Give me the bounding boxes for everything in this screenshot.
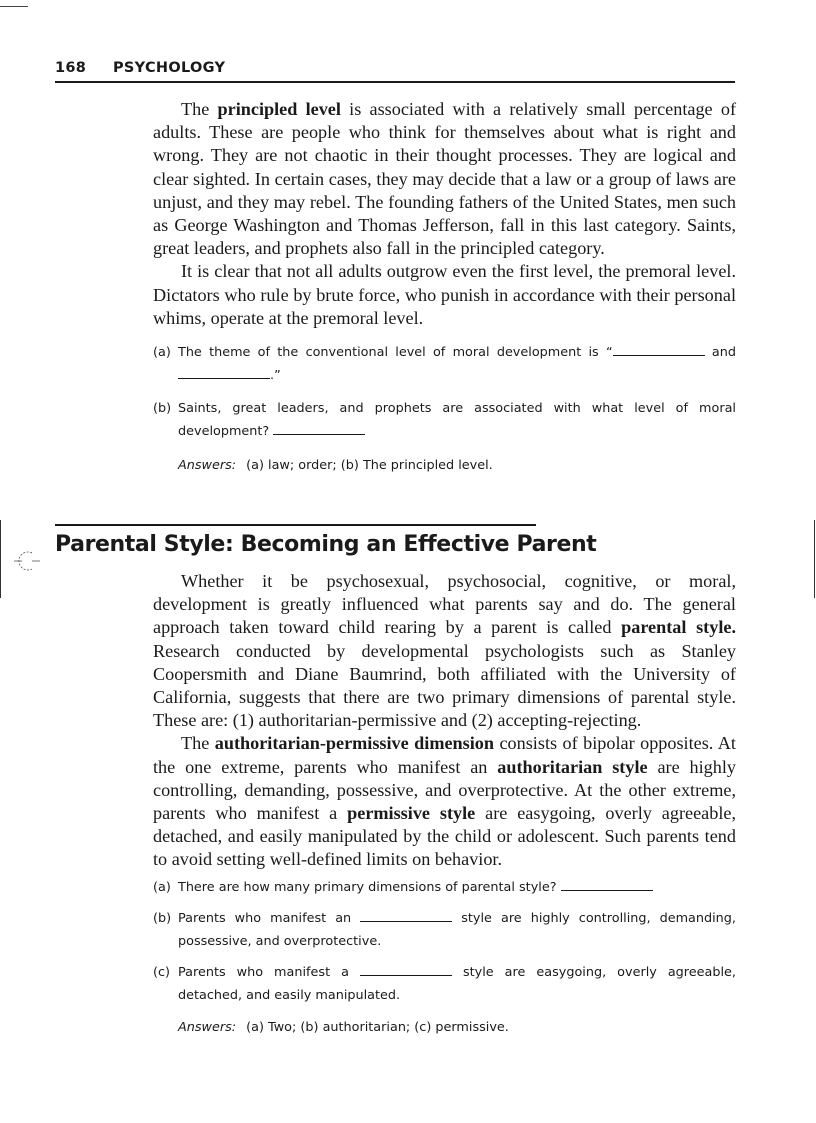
question-a: (a) The theme of the conventional level of moral development is “ and .”	[153, 345, 736, 383]
answer-blank	[273, 422, 365, 435]
registration-mark-icon	[14, 548, 40, 574]
question-a: (a) There are how many primary dimensions of parental style?	[153, 876, 736, 899]
answers-1: Answers: (a) law; order; (b) The principled level.	[178, 458, 493, 473]
answer-blank	[360, 909, 452, 922]
running-header	[55, 60, 735, 83]
crop-mark-top	[0, 6, 28, 7]
crop-mark-right	[814, 520, 815, 598]
question-c: (c) Parents who manifest a style are easygoing, overly agreeable, detached, and easily manipulated.	[153, 965, 736, 1003]
crop-mark-left	[0, 520, 1, 598]
question-b: (b) Parents who manifest an style are highly controlling, demanding, possessive, and overprotective.	[153, 911, 736, 949]
paragraph-premoral-level: It is clear that not all adults outgrow even the first level, the premoral level. Dictators who rule by brute force, who punish in accordance with their personal whims, operate at the premoral level.	[153, 261, 736, 328]
key-term: authoritarian style	[497, 756, 648, 777]
running-title: PSYCHOLOGY	[113, 60, 226, 76]
review-questions-2	[153, 876, 736, 1039]
key-term: parental style.	[621, 617, 736, 638]
paragraph-authoritarian-permissive: The authoritarian-permissive dimension consists of bipolar opposites. At the one extreme, parents who manifest an authoritarian style are highly controlling, demanding, possessive, and overprotective. At the other extreme, parents who manifest a permissive style are easygoing, overly agreeable, detached, and easily manipulated by the child or adolescent. Such parents tend to avoid setting well-defined limits on behavior.	[153, 733, 736, 870]
section-heading: Parental Style: Becoming an Effective Parent	[55, 524, 536, 558]
review-questions-1	[153, 341, 736, 477]
answers-2: Answers: (a) Two; (b) authoritarian; (c) permissive.	[178, 1020, 509, 1035]
key-term: principled level	[217, 99, 341, 119]
key-term: permissive style	[347, 803, 476, 824]
body-text-block-1	[153, 98, 736, 330]
answer-blank	[561, 878, 653, 891]
page-number: 168	[55, 60, 87, 76]
body-text-block-2	[153, 570, 736, 872]
answer-blank	[178, 366, 270, 379]
answer-blank	[613, 343, 705, 356]
paragraph-parental-style: Whether it be psychosexual, psychosocial, cognitive, or moral, development is greatly influenced what parents say and do. The general approach taken toward child rearing by a parent is called parental style. Research conducted by developmental psychologists such as Stanley Coopersmith and Diane Baumrind, both affiliated with the University of California, suggests that there are two primary dimensions of parental style. These are: (1) authoritarian-permissive and (2) accepting-rejecting.	[153, 571, 736, 731]
key-term: authoritarian-permissive dimension	[214, 733, 495, 754]
answer-blank	[360, 963, 452, 976]
paragraph-principled-level: The principled level is associated with a relatively small percentage of adults. These are people who think for themselves about what is right and wrong. They are not chaotic in their thought processes. They are logical and clear sighted. In certain cases, they may decide that a law or a group of laws are unjust, and they may rebel. The founding fathers of the United States, men such as George Washington and Thomas Jefferson, fall in this last category. Saints, great leaders, and prophets also fall in the principled category.	[153, 99, 737, 259]
question-b: (b) Saints, great leaders, and prophets are associated with what level of moral development?	[153, 401, 736, 439]
